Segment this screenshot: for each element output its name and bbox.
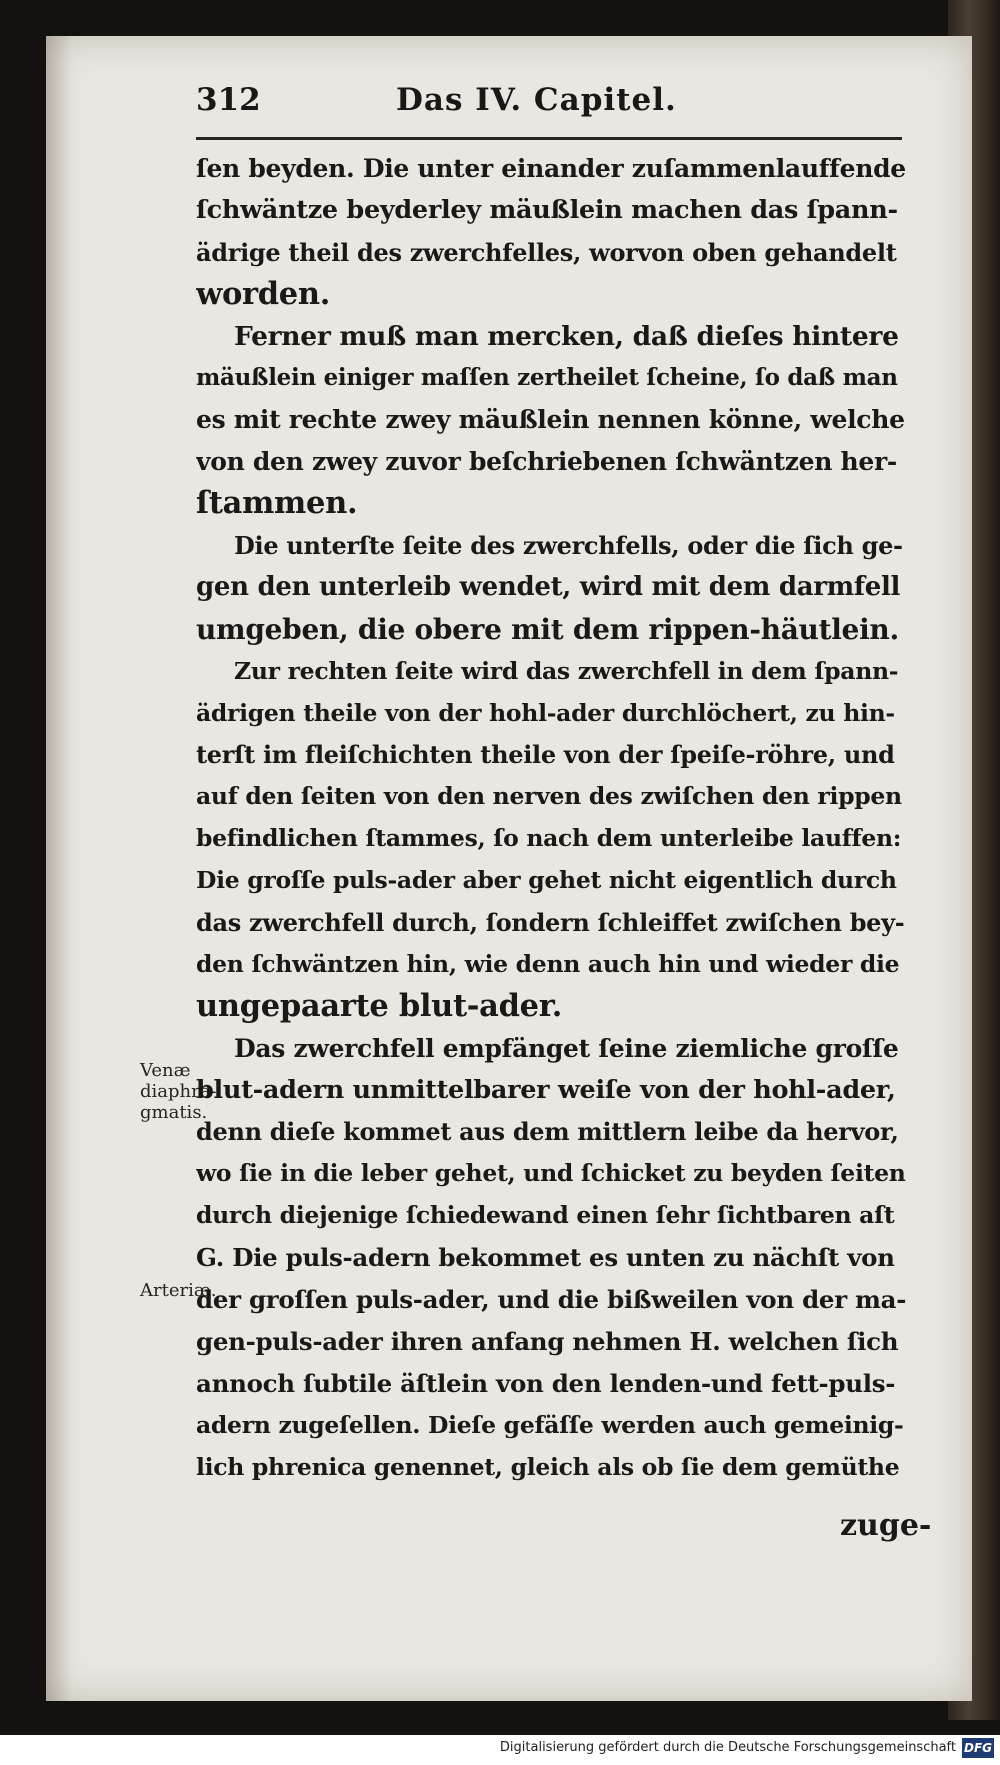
page-number: 312 bbox=[196, 82, 261, 118]
text-line: ſtammen. bbox=[196, 485, 358, 522]
text-line: Die unterſte ſeite des zwerchfells, oder die ſich ge- bbox=[234, 531, 903, 561]
text-line: lich phrenica genennet, gleich als ob ſie dem gemüthe bbox=[196, 1452, 900, 1481]
running-title: Das IV. Capitel. bbox=[396, 82, 677, 118]
text-line: ungepaarte blut-ader. bbox=[196, 987, 563, 1024]
page-header bbox=[196, 82, 896, 132]
text-line: ädrigen theile von der hohl-ader durchlöchert, zu hin- bbox=[196, 698, 895, 727]
text-line: terſt im fleiſchichten theile von der ſpeiſe-röhre, und bbox=[196, 740, 895, 770]
text-line: gen-puls-ader ihren anfang nehmen H. welchen ſich bbox=[196, 1326, 899, 1356]
text-line: von den zwey zuvor beſchriebenen ſchwäntzen her- bbox=[196, 447, 897, 477]
text-line: es mit rechte zwey mäußlein nennen könne, welche bbox=[196, 405, 905, 435]
text-line: gen den unterleib wendet, wird mit dem darmfell bbox=[196, 571, 901, 602]
body-text bbox=[196, 148, 908, 1489]
text-line: mäußlein einiger maſſen zertheilet ſcheine, ſo daß man bbox=[196, 364, 898, 392]
text-line: befindlichen ſtammes, ſo nach dem unterleibe lauffen: bbox=[196, 824, 902, 853]
dfg-logo: DFG bbox=[962, 1738, 994, 1758]
text-line: G. Die puls-adern bekommet es unten zu nächſt von bbox=[196, 1243, 895, 1273]
text-line: auf den ſeiten von den nerven des zwiſchen den rippen bbox=[196, 782, 902, 811]
text-line: annoch ſubtile äſtlein von den lenden-und fett-puls- bbox=[196, 1368, 896, 1398]
marginal-note-venae: Venæ diaphra-gmatis. bbox=[140, 1060, 217, 1123]
text-line: das zwerchfell durch, ſondern ſchleiffet zwiſchen bey- bbox=[196, 908, 905, 938]
catchword: zuge- bbox=[840, 1508, 932, 1543]
text-line: umgeben, die obere mit dem rippen-häutlein. bbox=[196, 612, 899, 646]
funding-credit: Digitalisierung gefördert durch die Deutsche Forschungsgemeinschaft bbox=[499, 1740, 956, 1755]
footer-strip bbox=[0, 1735, 1000, 1765]
text-line: durch diejenige ſchiedewand einen ſehr ſichtbaren aſt bbox=[196, 1201, 895, 1230]
text-line: Ferner muß man mercken, daß dieſes hintere bbox=[234, 320, 899, 352]
page-gutter-shadow bbox=[46, 36, 72, 1701]
text-line: blut-adern unmittelbarer weiſe von der hohl-ader, bbox=[196, 1074, 896, 1105]
text-line: Das zwerchfell empfänget ſeine ziemliche groſſe bbox=[234, 1033, 899, 1063]
text-line: ſen beyden. Die unter einander zuſammenlauffende bbox=[196, 154, 906, 183]
text-line: ädrige theil des zwerchfelles, worvon oben gehandelt bbox=[196, 237, 897, 267]
text-line: den ſchwäntzen hin, wie denn auch hin und wieder die bbox=[196, 949, 900, 978]
text-line: ſchwäntze beyderley mäußlein machen das ſpann- bbox=[196, 194, 898, 225]
text-line: denn dieſe kommet aus dem mittlern leibe da hervor, bbox=[196, 1117, 899, 1147]
text-line: worden. bbox=[196, 275, 331, 312]
text-line: Zur rechten ſeite wird das zwerchfell in dem ſpann- bbox=[234, 656, 899, 685]
text-line: Die groſſe puls-ader aber gehet nicht eigentlich durch bbox=[196, 866, 897, 895]
marginal-note-arteriae: Arteriæ. bbox=[140, 1280, 217, 1301]
header-rule bbox=[196, 137, 902, 140]
text-line: adern zugeſellen. Dieſe gefäſſe werden auch gemeinig- bbox=[196, 1410, 904, 1439]
text-line: der groſſen puls-ader, und die bißweilen von der ma- bbox=[196, 1285, 907, 1315]
text-line: wo ſie in die leber gehet, und ſchicket zu beyden ſeiten bbox=[196, 1159, 906, 1188]
